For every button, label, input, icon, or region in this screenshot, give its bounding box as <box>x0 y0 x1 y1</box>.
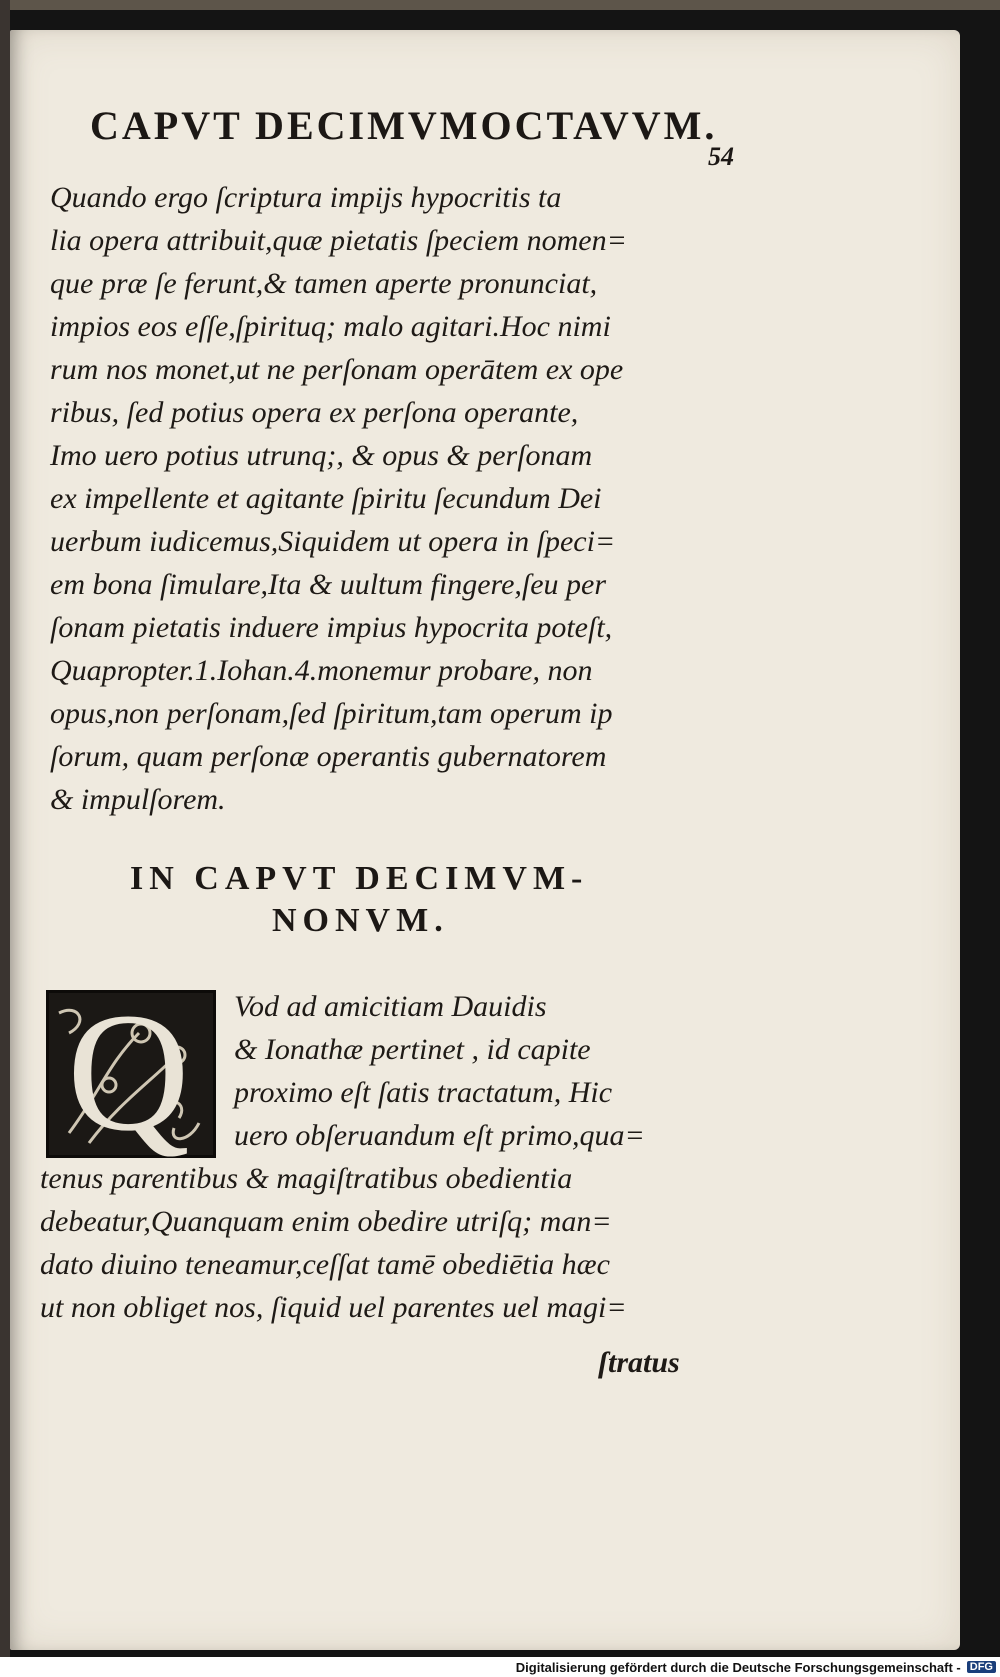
paragraph-1 <box>50 176 750 821</box>
text-line: Imo uero potius utrunq;, & opus & perſonam <box>50 439 593 472</box>
text-line: em bona ſimulare,Ita & uultum fingere,ſeu per <box>50 568 607 601</box>
text-line: & impulſorem. <box>50 783 226 816</box>
folio-number: 54 <box>708 142 734 171</box>
section-heading-line-2: NONVM. <box>272 902 449 939</box>
running-title: CAPVT DECIMVMOCTAVVM. <box>90 103 718 148</box>
book-top-edge <box>0 0 1000 10</box>
section-heading-line-1: IN CAPVT DECIMVM- <box>130 860 589 897</box>
text-line: & Ionathæ pertinet , id capite <box>234 1033 591 1066</box>
text-line: Vod ad amicitiam Dauidis <box>234 990 547 1023</box>
text-line: uero obſeruandum eſt primo,qua= <box>234 1119 645 1152</box>
text-line: ſorum, quam perſonæ operantis gubernatorem <box>50 740 607 773</box>
initial-letter: Q <box>67 978 190 1166</box>
text-line: impios eos eſſe,ſpirituq; malo agitari.Hoc nimi <box>50 310 611 343</box>
text-line: ſonam pietatis induere impius hypocrita poteſt, <box>50 611 613 644</box>
catchword: ſtratus <box>598 1346 680 1379</box>
text-line: que præ ſe ferunt,& tamen aperte pronunciat, <box>50 267 598 300</box>
text-line: opus,non perſonam,ſed ſpiritum,tam operum ip <box>50 697 613 730</box>
digitization-credit <box>516 1657 996 1677</box>
section-heading <box>130 860 690 940</box>
text-line: dato diuino teneamur,ceſſat tamē obediētia hæc <box>40 1248 610 1281</box>
book-binding <box>0 0 10 1657</box>
text-line: lia opera attribuit,quæ pietatis ſpeciem nomen= <box>50 224 627 257</box>
text-line: uerbum iudicemus,Siquidem ut opera in ſpeci= <box>50 525 616 558</box>
paragraph-2 <box>40 978 770 1329</box>
text-line: ribus, ſed potius opera ex perſona operante, <box>50 396 579 429</box>
dfg-logo: DFG <box>967 1661 996 1673</box>
text-line: ut non obliget nos, ſiquid uel parentes uel magi= <box>40 1291 627 1324</box>
book-page <box>10 30 960 1650</box>
text-line: Quapropter.1.Iohan.4.monemur probare, non <box>50 654 593 687</box>
text-line: tenus parentibus & magiſtratibus obedientia <box>40 1162 573 1195</box>
text-line: Quando ergo ſcriptura impijs hypocritis ta <box>50 181 562 214</box>
credit-text: Digitalisierung gefördert durch die Deutsche Forschungsgemeinschaft - <box>515 1659 961 1675</box>
text-line: rum nos monet,ut ne perſonam operātem ex ope <box>50 353 624 386</box>
text-line: debeatur,Quanquam enim obedire utriſq; man= <box>40 1205 612 1238</box>
text-line: proximo eſt ſatis tractatum, Hic <box>234 1076 613 1109</box>
text-line: ex impellente et agitante ſpiritu ſecundum Dei <box>50 482 602 515</box>
